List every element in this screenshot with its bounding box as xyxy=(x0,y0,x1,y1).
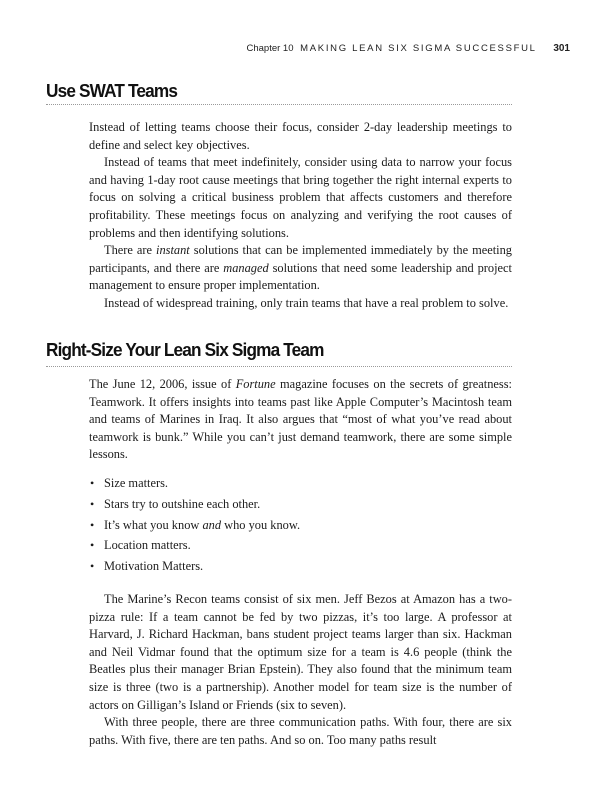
text-run: It’s what you know xyxy=(104,517,203,532)
paragraph xyxy=(89,376,512,464)
heading-divider xyxy=(46,104,512,105)
paragraph: Instead of widespread training, only train teams that have a real problem to solve. xyxy=(104,295,509,310)
chapter-label: Chapter 10 xyxy=(246,43,294,54)
running-header xyxy=(246,43,570,54)
lessons-list xyxy=(89,473,512,577)
page-number: 301 xyxy=(553,43,570,54)
emphasis-managed: managed xyxy=(223,260,269,275)
list-item: • Motivation Matters. xyxy=(89,556,512,577)
text-run: The June 12, 2006, issue of xyxy=(89,377,236,391)
list-item: • Location matters. xyxy=(89,535,512,556)
list-item xyxy=(89,515,512,536)
paragraph: Instead of letting teams choose their focus, consider 2-day leadership meetings to define and select key objectives. xyxy=(89,120,512,152)
text-run: solutions that can be implemented immediately by the meeting participants, and there are xyxy=(89,243,512,275)
paragraph: The Marine’s Recon teams consist of six men. Jeff Bezos at Amazon has a two-pizza rule: If a team cannot be fed by two pizzas, it’s too large. A professor at Harvard, J. Richard Hackman, bans student project teams larger than six. Hackman and Neil Vidmar found that the optimum size for a team is 4.6 people (think the Beatles plus their manager Brian Epstein). They also found that the minimum team size is three (two is a partnership). Another model for team size is the number of actors on Gilligan’s Island or Friends (six to seven). xyxy=(89,591,512,712)
section-heading-right-size-team: Right-Size Your Lean Six Sigma Team xyxy=(46,339,324,360)
chapter-title: MAKING LEAN SIX SIGMA SUCCESSFUL xyxy=(300,43,537,54)
text-run: solutions that need some leadership and project management to ensure proper implementation. xyxy=(89,260,512,293)
section-body-swat-teams xyxy=(89,119,512,313)
list-item: • Stars try to outshine each other. xyxy=(89,494,512,515)
text-run: who you know. xyxy=(221,517,301,532)
emphasis-fortune: Fortune xyxy=(235,377,276,391)
heading-divider xyxy=(46,366,512,367)
text-run: There are xyxy=(104,243,157,258)
emphasis-instant: instant xyxy=(156,243,190,258)
emphasis-and: and xyxy=(202,517,222,532)
paragraph xyxy=(89,242,512,295)
text-run: magazine focuses on the secrets of greatness: Teamwork. It offers insights into teams past like Apple Computer’s Macintosh team and teams of Marines in Iraq. It also argues that “most of what you’ve read about teamwork is bunk.” While you can’t just demand teamwork, there are some simple lessons. xyxy=(89,377,512,462)
paragraph: Instead of teams that meet indefinitely, consider using data to narrow your focus and having 1-day root cause meetings that bring together the right internal experts to focus on solving a critical business problem that affects customers and therefore profitability. These meetings focus on analyzing and verifying the root causes of problems and then identifying solutions. xyxy=(89,155,512,240)
section-heading-swat-teams: Use SWAT Teams xyxy=(46,80,178,101)
paragraph: With three people, there are three communication paths. With four, there are six paths. With five, there are ten paths. And so on. Too many paths result xyxy=(89,715,512,747)
list-item: • Size matters. xyxy=(89,473,512,494)
section-body-right-size-team xyxy=(89,376,512,749)
